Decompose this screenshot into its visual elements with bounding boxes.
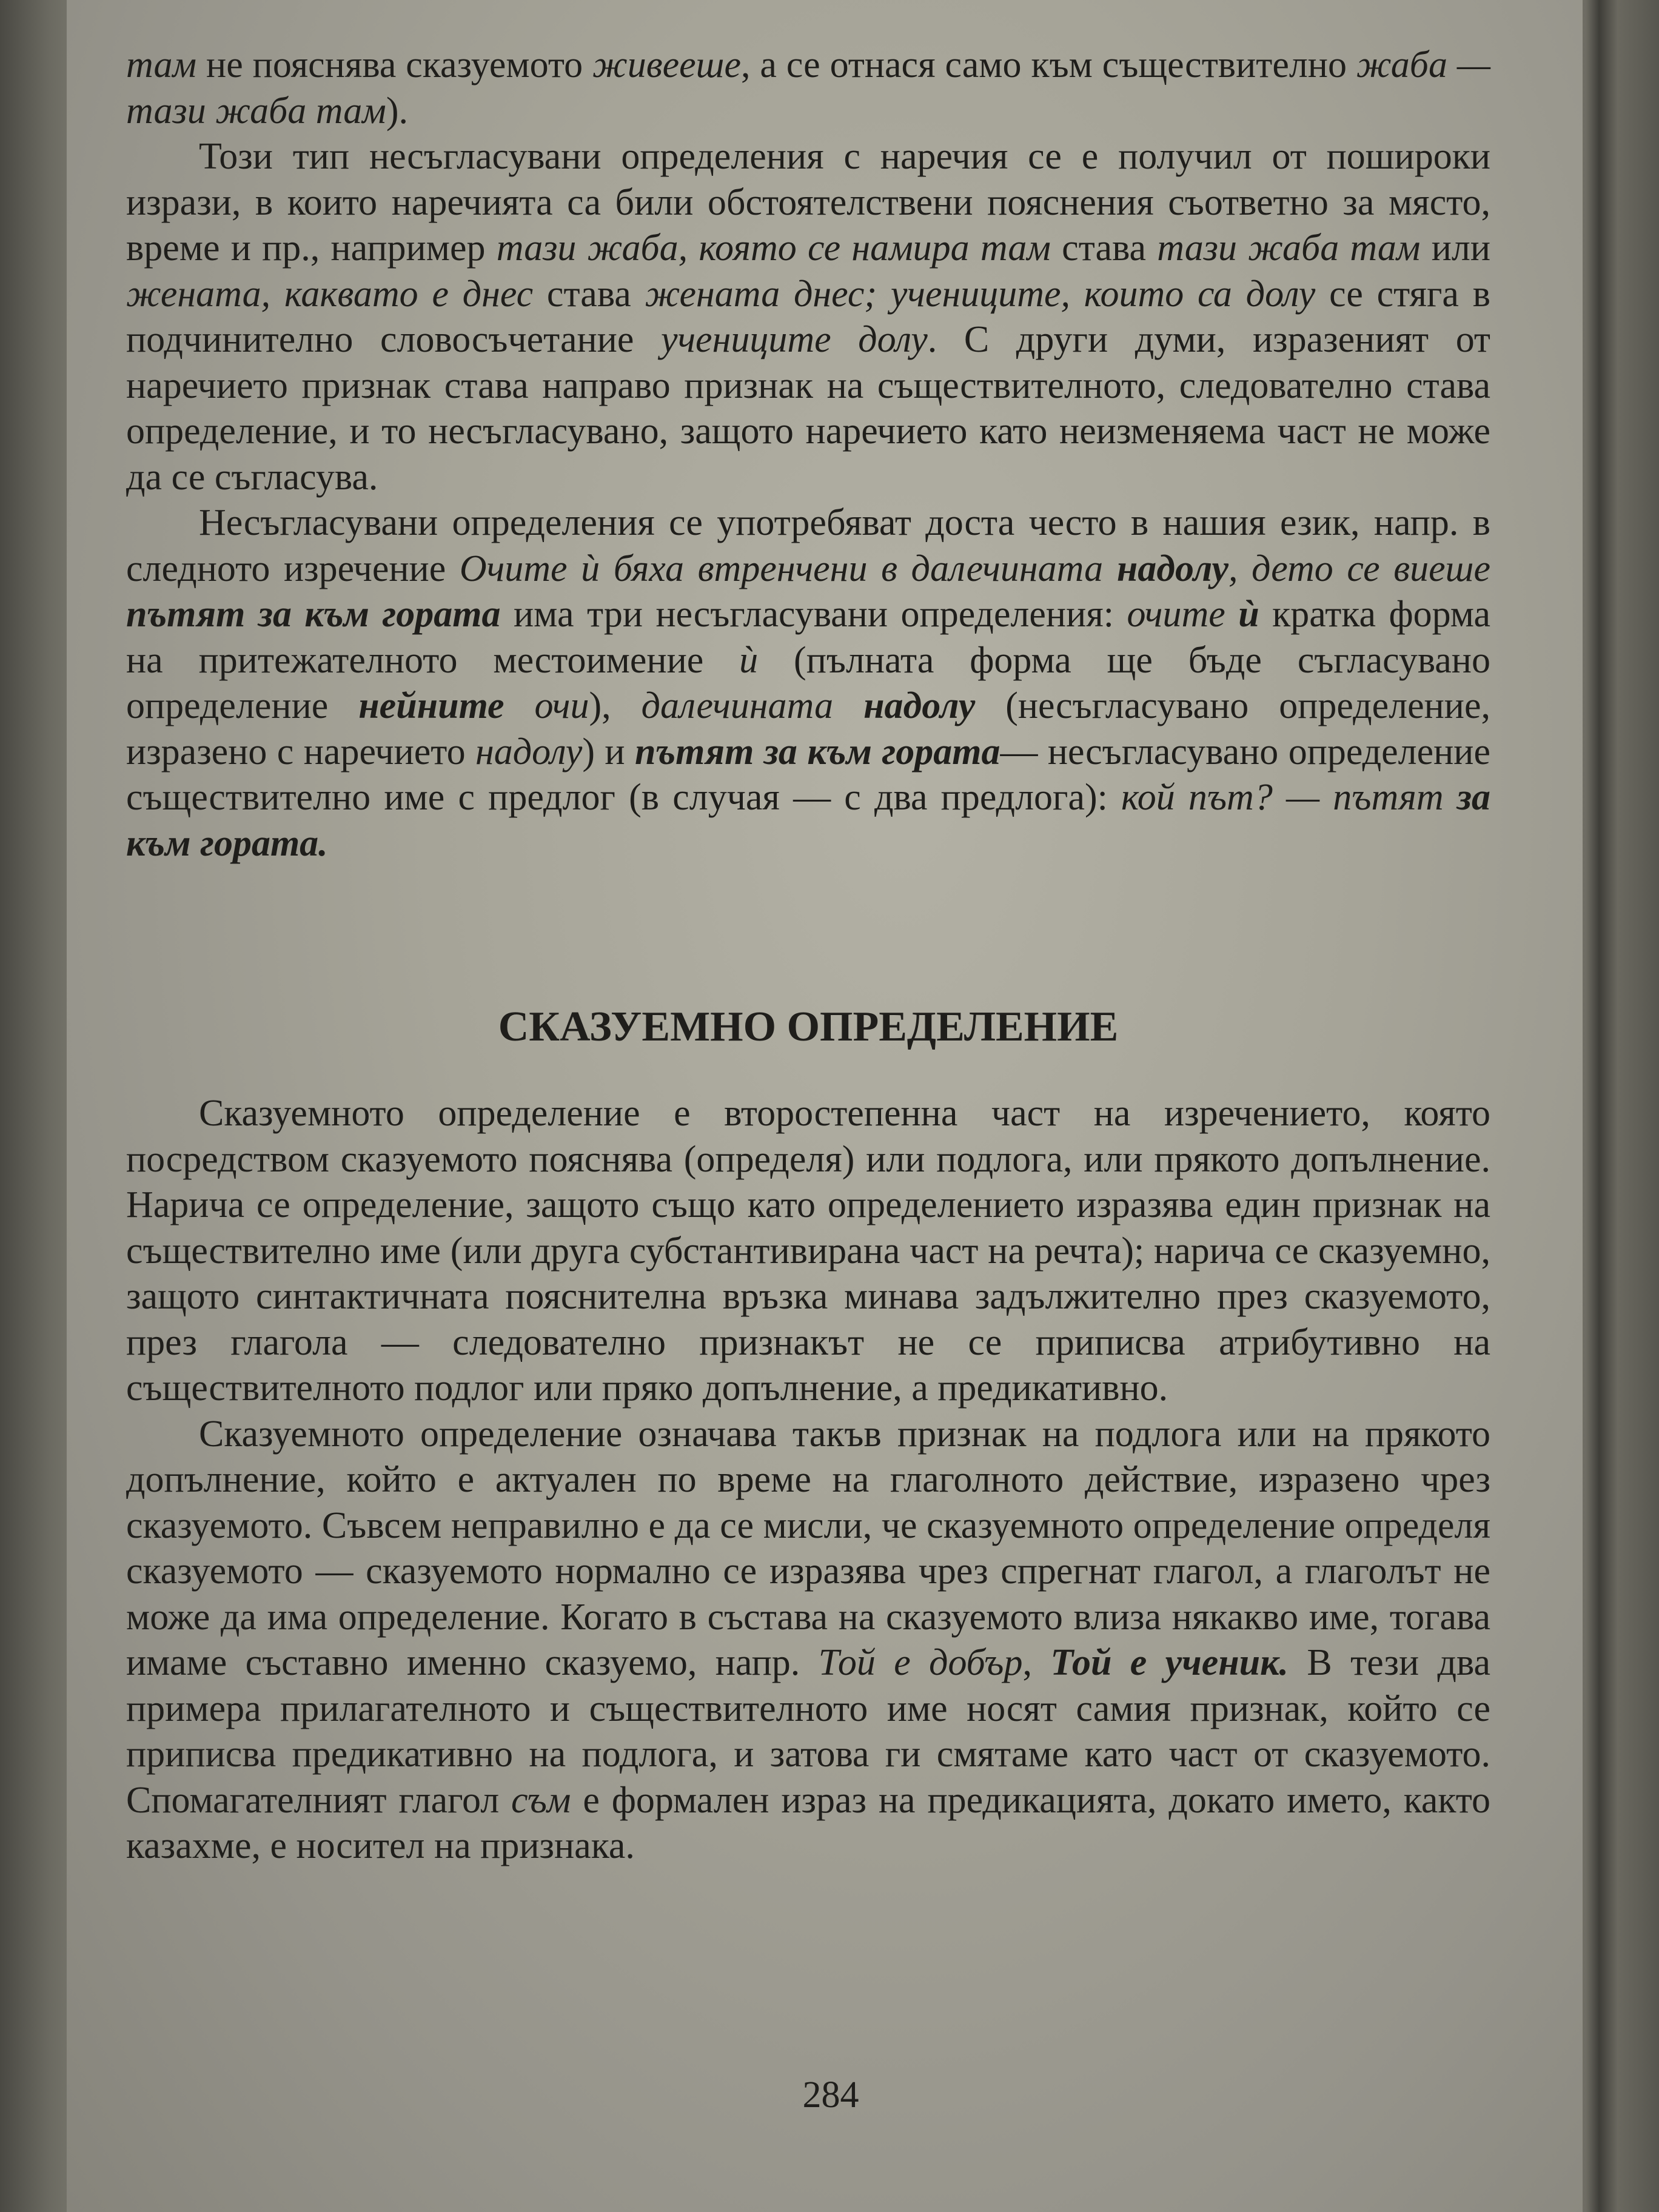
body-text: Несъгласувани определения се употребяват доста често в нашия език, напр. в следното изречение <box>126 502 1490 589</box>
emphasized-example-text: надолу <box>863 685 976 726</box>
body-text: има три несъгласувани определения: <box>500 594 1127 635</box>
example-text: очите <box>1127 594 1239 635</box>
example-text: живееше <box>592 44 741 85</box>
body-text: (несъгласувано определение, изразено с наречието <box>126 685 1490 773</box>
emphasized-example-text: за към гората. <box>126 777 1490 864</box>
emphasized-example-text: пътят за към гората <box>126 594 501 635</box>
body-text: В тези два примера прилагателното и съществителното име носят самия признак, който се приписва предикативно на подлога, и затова ги смятаме като част от сказуемото. Спомагателният глагол <box>126 1642 1491 1821</box>
emphasized-example-text: надолу <box>1116 548 1228 589</box>
example-text: жаба — тази жаба там <box>126 44 1490 132</box>
paragraph-adverb-definitions <box>126 134 1490 500</box>
example-text: , дето се виеше <box>1228 548 1491 589</box>
body-text: кратка форма на притежателното местоимение <box>126 594 1491 681</box>
paragraph-definition <box>126 1091 1490 1412</box>
body-text: Сказуемното определение е второстепенна част на изречението, която посредством сказуемото пояснява (определя) или подлога, или прякото допълнение. Нарича се определение, защото също като определението изразява един признак на съществително име (или друга субстантивирана част на речта); нарича се сказуемно, защото синтактичната пояснителна връзка минава задължително през сказуемото, през глагола — следователно признакът не се приписва атрибутивно на съществителното подлог или пряко допълнение, а предикативно. <box>126 1093 1490 1409</box>
section-heading: СКАЗУЕМНО ОПРЕДЕЛЕНИЕ <box>498 1004 1119 1050</box>
example-text: учениците долу <box>660 319 928 360</box>
example-text: ѝ <box>739 639 759 681</box>
example-text: надолу <box>475 731 583 773</box>
example-text: тази жаба, която се намира там <box>496 227 1051 269</box>
example-text: очи <box>504 685 589 726</box>
example-text: Очите ѝ бяха втренчени в далечината <box>459 548 1117 589</box>
body-text: ), <box>589 685 642 726</box>
emphasized-example-text: Той е ученик. <box>1050 1642 1289 1683</box>
body-text: Сказуемното определение означава такъв признак на подлога или на прякото допълнение, който е актуален по време на глаголното действие, изразено чрез сказуемото. Съвсем неправилно е да се мисли, че сказуемното определение определя сказуемото — сказуемото нормално се изразява чрез спрегнат глагол, а глаголът не може да има определение. Когато в състава на сказуемото влиза някакво име, тогава имаме съставно именно сказуемо, напр. <box>126 1413 1490 1683</box>
example-text: тази жаба там <box>1157 227 1421 269</box>
body-text: ). <box>386 90 409 132</box>
example-text: жената, каквато е днес <box>126 273 534 315</box>
body-text: (пълната форма ще бъде съгласувано определение <box>126 639 1490 726</box>
paragraph-predicate-explanation <box>126 1412 1490 1869</box>
example-text: далечината <box>641 685 864 726</box>
paragraph-example-sentence <box>126 500 1490 866</box>
body-text: става <box>1050 227 1158 269</box>
example-text: там <box>126 44 197 85</box>
emphasized-example-text: пътят за към гората <box>635 731 1000 773</box>
body-text: или <box>1420 227 1490 269</box>
body-text: — несъгласувано определение съществително име с предлог (в случая — с два предлога): <box>126 731 1491 818</box>
section-gap <box>126 866 1490 957</box>
body-text: не пояснява сказуемото <box>196 44 593 85</box>
body-text: , <box>1022 1642 1051 1683</box>
emphasized-example-text: ѝ <box>1238 594 1259 635</box>
body-text: , а се отнася само към съществително <box>740 44 1356 85</box>
body-text: се стяга в подчинително словосъчетание <box>126 273 1490 360</box>
example-text: кой път? — пътят <box>1121 777 1457 818</box>
example-text: съм <box>511 1779 571 1821</box>
page-number: 284 <box>802 2074 859 2116</box>
example-text: жената днес; учениците, които са долу <box>645 273 1316 315</box>
example-text: Той е добър <box>818 1642 1023 1683</box>
body-text: Този тип несъгласувани определения с наречия се е получил от пошироки изрази, в които наречията са били обстоятелствени пояснения съответно за място, време и пр., например <box>126 136 1490 269</box>
page-text <box>126 42 1490 1869</box>
emphasized-example-text: нейните <box>358 685 504 726</box>
body-text: е формален израз на предикацията, докато името, както казахме, е носител на признака. <box>126 1779 1490 1866</box>
body-text: става <box>533 273 645 315</box>
body-text: . С други думи, изразеният от наречието признак става направо признак на съществителното, следователно става определение, и то несъгласувано, защото наречието като неизменяема част не може да се съгласува. <box>126 319 1490 498</box>
body-text: ) и <box>582 731 635 773</box>
paragraph-continuation <box>126 42 1490 134</box>
